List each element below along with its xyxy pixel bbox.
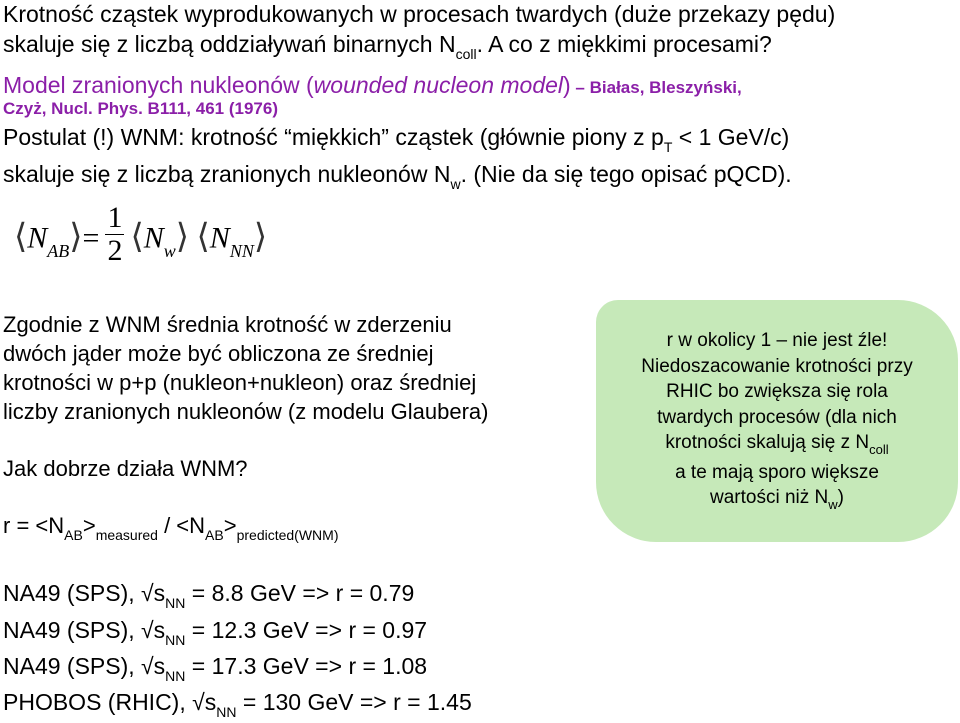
note-line-1: r w okolicy 1 – nie jest źle! xyxy=(666,330,888,351)
wnm-formula xyxy=(14,201,268,273)
model-title-post: ) xyxy=(563,72,571,98)
formula-nnn: N xyxy=(209,221,230,255)
postulate-line-1 xyxy=(3,123,790,155)
model-title xyxy=(3,71,742,102)
result-label: NA49 (SPS), √s xyxy=(3,580,166,606)
note-line-4: twardych procesów (dla nich xyxy=(657,406,897,428)
formula-lhs: N xyxy=(27,221,48,255)
nw-subscript: w xyxy=(450,176,461,192)
intro-line-2-text: skaluje się z liczbą oddziaływań binarnych N xyxy=(3,31,456,57)
result-row xyxy=(3,652,428,684)
formula-equals: = xyxy=(82,221,100,255)
right-angle-bracket: ⟩ xyxy=(253,218,268,256)
note-line-7 xyxy=(596,485,958,511)
left-angle-bracket: ⟨ xyxy=(130,218,144,256)
result-label: NA49 (SPS), √s xyxy=(3,617,166,643)
result-label: PHOBOS (RHIC), √s xyxy=(3,689,217,715)
model-authors: Białas, Bleszyński, xyxy=(589,78,742,97)
postulate-line-1-text: Postulat (!) WNM: krotność “miękkich” cząstek (głównie piony z p xyxy=(3,124,664,150)
model-dash: – xyxy=(570,78,590,97)
note-nw-sub: w xyxy=(828,497,838,512)
ratio-gt-2: > xyxy=(223,513,237,538)
result-value: = 12.3 GeV => r = 0.97 xyxy=(185,617,428,643)
model-title-italic: wounded nucleon model xyxy=(313,72,564,98)
ratio-sub-ab-1: AB xyxy=(64,527,83,543)
ratio-sub-ab-2: AB xyxy=(205,527,224,543)
ratio-gt-1: > xyxy=(82,513,96,538)
n-coll-subscript: coll xyxy=(455,46,477,62)
left-angle-bracket: ⟨ xyxy=(14,218,28,256)
note-line-5 xyxy=(596,430,958,456)
note-line-7-end: ) xyxy=(837,487,844,508)
formula-nw: N xyxy=(143,221,164,255)
ratio-definition xyxy=(3,513,339,543)
paragraph-line-2: dwóch jąder może być obliczona ze średniej xyxy=(3,341,434,366)
left-angle-bracket: ⟨ xyxy=(196,218,210,256)
pt-subscript: T xyxy=(663,139,673,155)
note-ncoll-sub: coll xyxy=(869,442,889,457)
result-value: = 130 GeV => r = 1.45 xyxy=(236,689,472,715)
note-line-2: Niedoszacowanie krotności przy xyxy=(641,355,913,377)
intro-line-2 xyxy=(3,30,772,62)
note-line-7-text: wartości niż N xyxy=(710,487,829,508)
result-value: = 8.8 GeV => r = 0.79 xyxy=(185,580,415,606)
note-line-3: RHIC bo zwiększa się rola xyxy=(666,381,888,402)
result-label: NA49 (SPS), √s xyxy=(3,653,166,679)
result-row xyxy=(3,579,415,611)
ratio-pre: r = <N xyxy=(3,513,65,538)
question: Jak dobrze działa WNM? xyxy=(3,456,248,481)
result-sub: NN xyxy=(216,704,237,720)
formula-nw-sub: w xyxy=(163,241,176,262)
intro-line-1: Krotność cząstek wyprodukowanych w procesach twardych (duże przekazy pędu) xyxy=(3,1,836,27)
paragraph-line-4: liczby zranionych nukleonów (z modelu Glaubera) xyxy=(3,399,489,424)
paragraph-line-3: krotności w p+p (nukleon+nukleon) oraz średniej xyxy=(3,370,477,395)
callout-note xyxy=(596,300,958,542)
result-row xyxy=(3,616,428,648)
intro-line-2-end: . A co z miękkimi procesami? xyxy=(476,31,772,57)
formula-fraction xyxy=(105,202,124,267)
ratio-sub-measured: measured xyxy=(95,527,158,543)
ratio-mid: / <N xyxy=(157,513,206,538)
right-angle-bracket: ⟩ xyxy=(69,218,83,256)
paragraph-line-1: Zgodnie z WNM średnia krotność w zderzeniu xyxy=(3,312,452,337)
result-value: = 17.3 GeV => r = 1.08 xyxy=(185,653,428,679)
formula-nnn-sub: NN xyxy=(229,241,254,262)
model-reference: Czyż, Nucl. Phys. B111, 461 (1976) xyxy=(3,99,278,118)
ratio-sub-predicted: predicted(WNM) xyxy=(236,527,339,543)
fraction-denominator: 2 xyxy=(107,234,123,267)
fraction-numerator: 1 xyxy=(107,201,123,234)
formula-lhs-sub: AB xyxy=(47,241,70,262)
right-angle-bracket: ⟩ xyxy=(175,218,190,256)
result-sub: NN xyxy=(165,632,186,648)
postulate-line-1-end: < 1 GeV/c) xyxy=(672,124,790,150)
model-title-pre: Model zranionych nukleonów ( xyxy=(3,72,314,98)
result-sub: NN xyxy=(165,595,186,611)
note-line-6: a te mają sporo większe xyxy=(675,461,879,483)
postulate-line-2-text: skaluje się z liczbą zranionych nukleonów N xyxy=(3,161,451,187)
note-line-5-text: krotności skalują się z N xyxy=(665,432,870,453)
postulate-line-2-end: . (Nie da się tego opisać pQCD). xyxy=(460,161,792,187)
result-sub: NN xyxy=(165,668,186,684)
result-row xyxy=(3,688,472,720)
postulate-line-2 xyxy=(3,160,792,192)
